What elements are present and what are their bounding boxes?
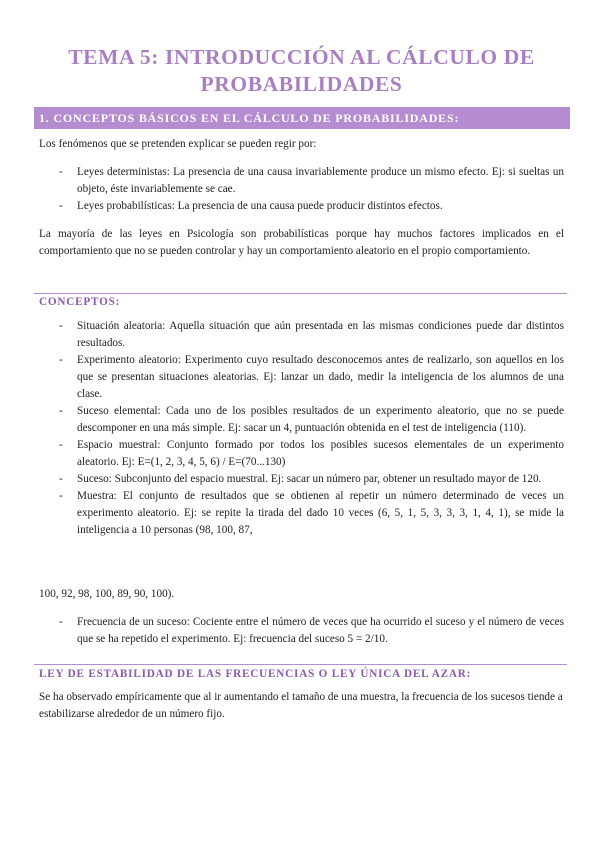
bullet-dash: - bbox=[59, 439, 63, 451]
ley-heading: LEY DE ESTABILIDAD DE LAS FRECUENCIAS O LEY ÚNICA DEL AZAR: bbox=[39, 668, 472, 680]
list-item bbox=[59, 488, 564, 539]
frecuencia-list bbox=[59, 614, 564, 648]
bullet-dash: - bbox=[59, 473, 63, 485]
section-paragraph: La mayoría de las leyes en Psicología son probabilísticas porque hay muchos factores implicados en el comportamiento que no se pueden controlar y hay un comportamiento aleatorio en el propio comportamiento. bbox=[39, 228, 564, 257]
list-item bbox=[59, 318, 564, 352]
law-probabilistic: Leyes probabilísticas: La presencia de una causa puede producir distintos efectos. bbox=[77, 200, 443, 212]
list-item bbox=[59, 471, 564, 488]
bullet-dash: - bbox=[59, 354, 63, 366]
bullet-dash: - bbox=[59, 616, 63, 628]
concept-situacion-aleatoria: Situación aleatoria: Aquella situación que aún presentada en las mismas condiciones puede dar distintos resultados. bbox=[77, 320, 564, 349]
divider bbox=[34, 293, 567, 294]
conceptos-list bbox=[59, 318, 564, 539]
concept-suceso-elemental: Suceso elemental: Cada uno de los posibles resultados de un experimento aleatorio, que no se puede descomponer en una más simple. Ej: sacar un 4, puntuación obtenida en el test de inteligencia (110). bbox=[77, 405, 564, 434]
concept-espacio-muestral: Espacio muestral: Conjunto formado por todos los posibles sucesos elementales de un experimento aleatorio. Ej: E=(1, 2, 3, 4, 5, 6) / E=(70...130) bbox=[77, 439, 564, 468]
concept-suceso: Suceso: Subconjunto del espacio muestral. Ej: sacar un número par, obtener un resultado mayor de 120. bbox=[77, 473, 542, 485]
list-item bbox=[59, 614, 564, 648]
page-title bbox=[40, 44, 563, 98]
laws-list bbox=[59, 164, 564, 215]
ley-text: Se ha observado empíricamente que al ir aumentando el tamaño de una muestra, la frecuencia de los sucesos tiende a estabilizarse alrededor de un número fijo. bbox=[39, 691, 563, 720]
list-item bbox=[59, 164, 564, 198]
section-intro: Los fenómenos que se pretenden explicar se pueden regir por: bbox=[39, 138, 317, 150]
law-deterministic: Leyes deterministas: La presencia de una causa invariablemente produce un mismo efecto. Ej: si sueltas un objeto, éste invariablemente se cae. bbox=[77, 166, 564, 195]
list-item bbox=[59, 403, 564, 437]
bullet-dash: - bbox=[59, 320, 63, 332]
divider bbox=[34, 664, 567, 665]
title-line-1: TEMA 5: INTRODUCCIÓN AL CÁLCULO DE bbox=[68, 45, 535, 69]
section-heading-bar: 1. CONCEPTOS BÁSICOS EN EL CÁLCULO DE PROBABILIDADES: bbox=[34, 107, 570, 129]
muestra-continuation: 100, 92, 98, 100, 89, 90, 100). bbox=[39, 588, 175, 600]
bullet-dash: - bbox=[59, 166, 63, 178]
bullet-dash: - bbox=[59, 200, 63, 212]
list-item bbox=[59, 198, 564, 215]
concept-experimento-aleatorio: Experimento aleatorio: Experimento cuyo resultado desconocemos antes de realizarlo, son aquellos en los que se presentan situaciones aleatorias. Ej: lanzar un dado, medir la inteligencia de los alumnos de una clase. bbox=[77, 354, 564, 400]
bullet-dash: - bbox=[59, 405, 63, 417]
conceptos-heading: CONCEPTOS: bbox=[39, 296, 121, 308]
list-item bbox=[59, 437, 564, 471]
bullet-dash: - bbox=[59, 490, 63, 502]
title-line-2: PROBABILIDADES bbox=[200, 72, 403, 96]
concept-frecuencia: Frecuencia de un suceso: Cociente entre el número de veces que ha ocurrido el suceso y el número de veces que se ha repetido el experimento. Ej: frecuencia del suceso 5 = 2/10. bbox=[77, 616, 564, 645]
concept-muestra: Muestra: El conjunto de resultados que se obtienen al repetir un número determinado de veces un experimento aleatorio. Ej: se repite la tirada del dado 10 veces (6, 5, 1, 5, 3, 3, 3, 1, 4, 1), se mide la inteligencia a 10 personas (98, 100, 87, bbox=[77, 490, 564, 536]
list-item bbox=[59, 352, 564, 403]
